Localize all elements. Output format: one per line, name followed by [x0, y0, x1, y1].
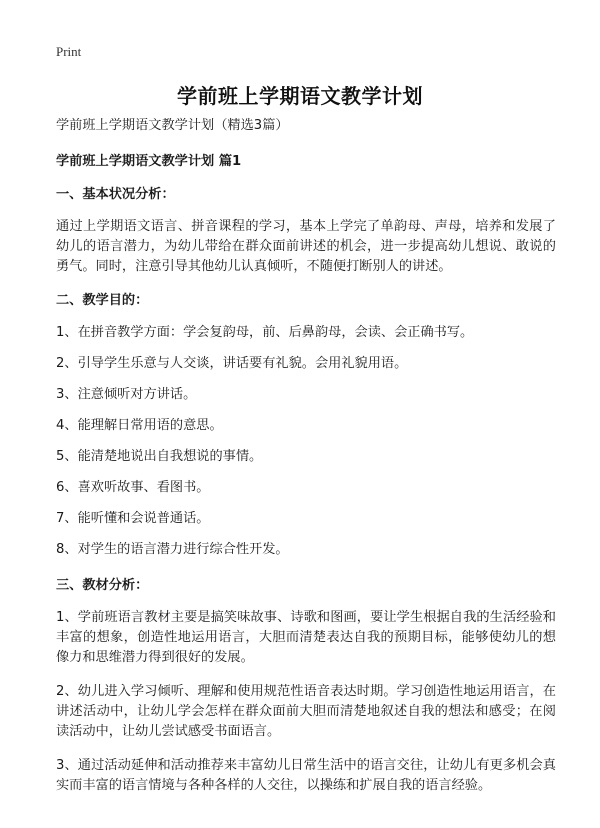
list-item: 7、能听懂和会说普通话。 [56, 511, 210, 526]
print-link[interactable]: Print [56, 44, 82, 59]
list-item: 8、对学生的语言潜力进行综合性开发。 [56, 542, 289, 557]
list-item: 2、引导学生乐意与人交谈，讲话要有礼貌。会用礼貌用语。 [56, 356, 408, 371]
section-heading-1: 一、基本状况分析： [56, 187, 175, 202]
list-item: 3、注意倾听对方讲话。 [56, 387, 197, 402]
article-title: 学前班上学期语文教学计划 篇1 [56, 154, 242, 169]
page-title: 学前班上学期语文教学计划 [177, 84, 423, 108]
list-item: 4、能理解日常用语的意思。 [56, 418, 223, 433]
section-heading-2: 二、教学目的： [56, 293, 149, 308]
paragraph: 2、幼儿进入学习倾听、理解和使用规范性语音表达时期。学习创造性地运用语言，在讲述活动中，让幼儿学会怎样在群众面前大胆而清楚地叙述自我的想法和感受；在阅读活动中，让幼儿尝试感受书面语言。 [56, 684, 556, 739]
section-heading-3: 三、教材分析： [56, 578, 149, 593]
list-item: 6、喜欢听故事、看图书。 [56, 480, 210, 495]
paragraph: 1、学前班语言教材主要是搞笑味故事、诗歌和图画，要让学生根据自我的生活经验和丰富的想象，创造性地运用语言，大胆而清楚表达自我的预期目标，能够使幼儿的想像力和思维潜力得到很好的发展。 [56, 610, 556, 665]
document-body [56, 116, 556, 810]
paragraph: 通过上学期语文语言、拼音课程的学习，基本上学完了单韵母、声母，培养和发展了幼儿的语言潜力，为幼儿带给在群众面前讲述的机会，进一步提高幼儿想说、敢说的勇气。同时，注意引导其他幼儿认真倾听，不随便打断别人的讲述。 [56, 219, 556, 274]
list-item: 1、在拼音教学方面：学会复韵母，前、后鼻韵母，会读、会正确书写。 [56, 325, 474, 340]
list-item: 5、能清楚地说出自我想说的事情。 [56, 449, 263, 464]
document-subtitle: 学前班上学期语文教学计划（精选3篇） [56, 118, 289, 133]
paragraph: 3、通过活动延伸和活动推荐来丰富幼儿日常生活中的语言交往，让幼儿有更多机会真实而丰富的语言情境与各种各样的人交往，以操练和扩展自我的语言经验。 [56, 758, 556, 793]
